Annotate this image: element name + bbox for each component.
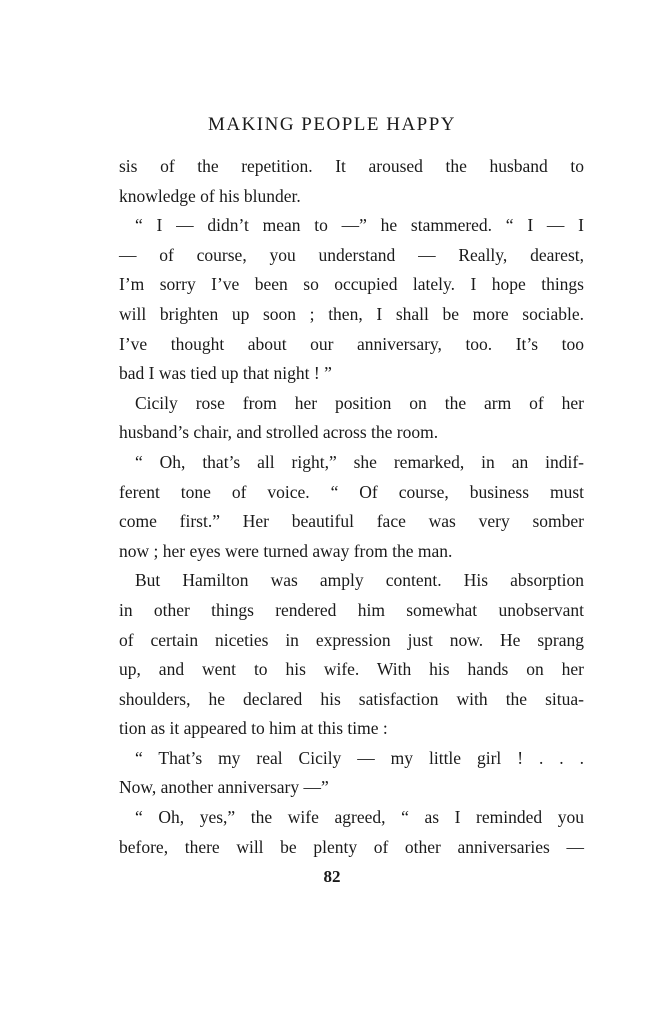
text-line: now ; her eyes were turned away from the man.	[119, 540, 453, 561]
running-title: MAKING PEOPLE HAPPY	[207, 114, 457, 135]
text-line: Cicily rose from her position on the arm of her	[135, 392, 584, 413]
text-line: “ Oh, that’s all right,” she remarked, in an indif-	[135, 451, 584, 472]
text-line: knowledge of his blunder.	[119, 185, 301, 206]
text-line: husband’s chair, and strolled across the room.	[119, 422, 439, 443]
text-line: But Hamilton was amply content. His absorption	[135, 570, 584, 591]
text-line: bad I was tied up that night ! ”	[119, 363, 332, 384]
text-line: shoulders, he declared his satisfaction with the situa-	[119, 688, 584, 709]
body-text	[119, 152, 584, 862]
text-line: come first.” Her beautiful face was very somber	[119, 511, 584, 532]
text-line: up, and went to his wife. With his hands on her	[119, 659, 584, 680]
text-line: before, there will be plenty of other anniversaries —	[119, 836, 584, 857]
text-line: will brighten up soon ; then, I shall be more sociable.	[119, 303, 584, 324]
text-line: “ Oh, yes,” the wife agreed, “ as I reminded you	[135, 807, 584, 828]
text-line: “ I — didn’t mean to —” he stammered. “ I — I	[135, 215, 584, 236]
text-line: sis of the repetition. It aroused the husband to	[119, 156, 584, 176]
text-line: of certain niceties in expression just now. He sprang	[119, 629, 584, 650]
text-line: I’m sorry I’ve been so occupied lately. I hope things	[119, 274, 584, 295]
text-line: tion as it appeared to him at this time :	[119, 718, 388, 739]
text-line: Now, another anniversary —”	[119, 777, 329, 798]
text-line: — of course, you understand — Really, dearest,	[119, 244, 584, 265]
page-number: 82	[323, 867, 341, 886]
text-line: ferent tone of voice. “ Of course, business must	[119, 481, 584, 502]
text-line: I’ve thought about our anniversary, too. It’s too	[119, 333, 584, 354]
text-line: “ That’s my real Cicily — my little girl ! . . .	[135, 747, 584, 768]
text-line: in other things rendered him somewhat unobservant	[119, 599, 584, 620]
